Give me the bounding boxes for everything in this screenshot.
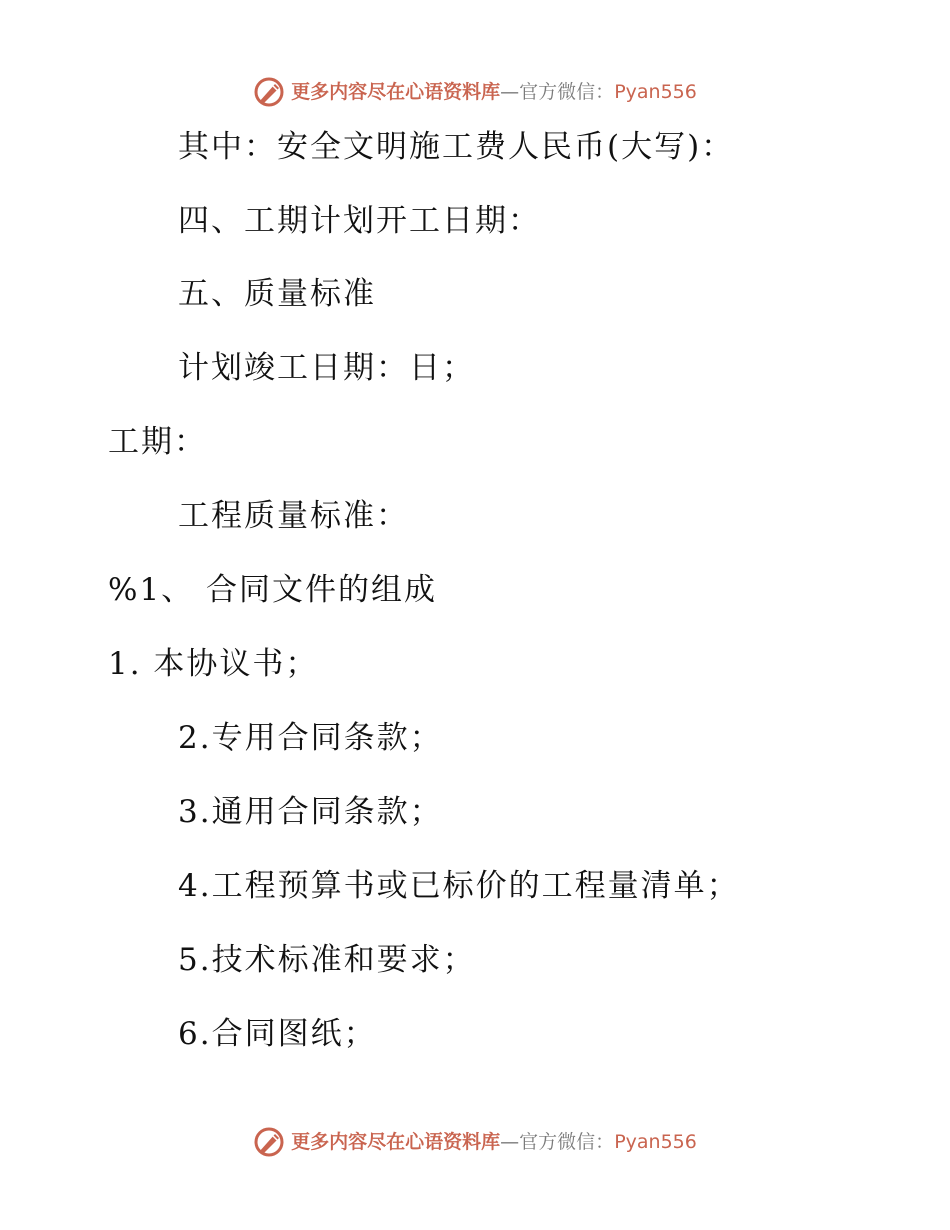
watermark-separator: —官方微信： [500,81,615,103]
line-contract-docs-heading: %1、 合同文件的组成 [108,572,438,608]
line-safety-fee: 其中：安全文明施工费人民币(大写)： [178,129,735,165]
line-completion-date: 计划竣工日期：日； [178,350,475,386]
watermark-text: 更多内容尽在心语资料库 [291,81,501,103]
list-item-2: 2.专用合同条款； [178,720,443,756]
list-item-1: 1. 本协议书； [108,646,319,682]
watermark-text: 更多内容尽在心语资料库 [291,1131,501,1153]
watermark-separator: —官方微信： [500,1131,615,1153]
watermark-bottom [0,1126,950,1158]
list-item-4: 4.工程预算书或已标价的工程量清单； [178,868,740,904]
pen-logo-icon [253,76,285,108]
line-duration: 工期： [108,424,207,460]
line-section-5: 五、质量标准 [178,276,376,312]
watermark-top [0,76,950,108]
list-item-6: 6.合同图纸； [178,1016,377,1052]
watermark-wechat-id: Pyan556 [614,81,697,103]
list-item-3: 3.通用合同条款； [178,794,443,830]
line-section-4: 四、工期计划开工日期： [178,203,541,239]
line-quality-standard: 工程质量标准： [178,498,409,534]
pen-logo-icon [253,1126,285,1158]
watermark-wechat-id: Pyan556 [614,1131,697,1153]
list-item-5: 5.技术标准和要求； [178,942,476,978]
